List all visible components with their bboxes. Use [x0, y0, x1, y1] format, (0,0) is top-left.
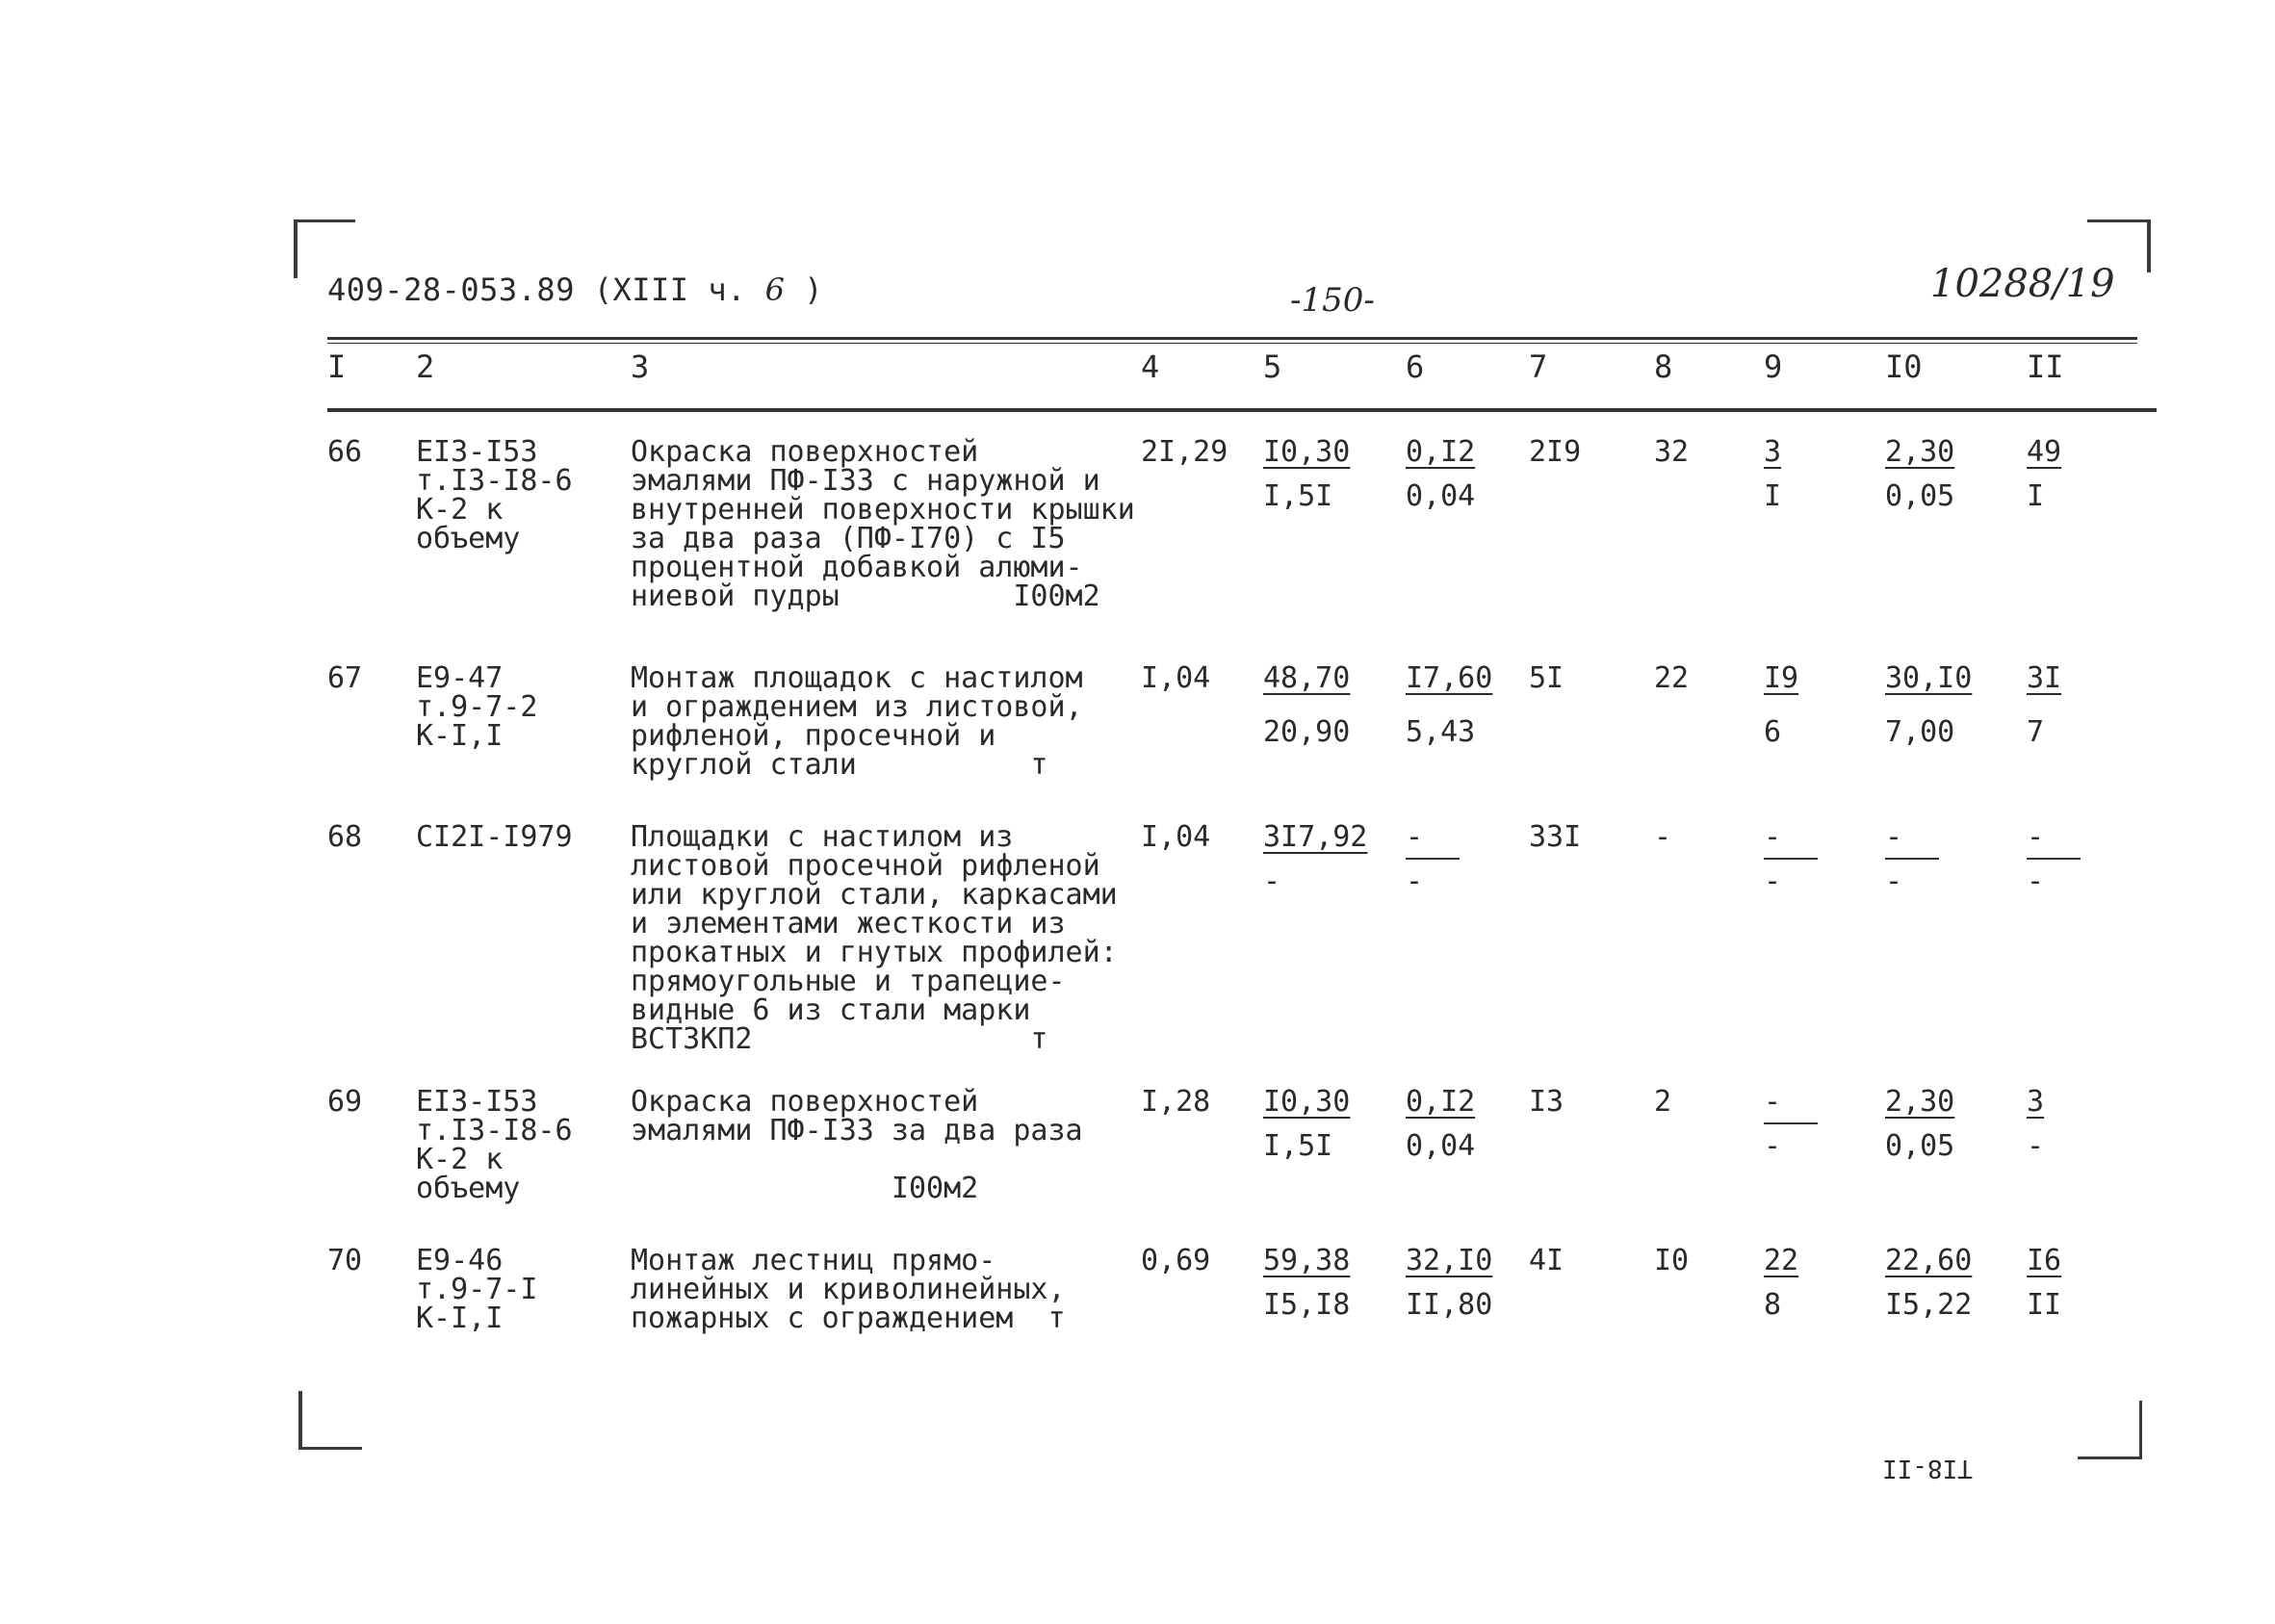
cell-c11-denominator: -	[2027, 864, 2045, 898]
work-description-line: прокатных и гнутых профилей:	[631, 936, 1118, 969]
estimate-code-line: объему	[416, 522, 521, 555]
cell-quantity: I,04	[1141, 661, 1211, 695]
column-header-8: 8	[1654, 348, 1673, 385]
corner-mark-bottom-left	[298, 1391, 362, 1450]
cell-c10-numerator: -	[1885, 820, 1903, 854]
work-description-line: листовой просечной рифленой	[631, 849, 1100, 883]
cell-c6-numerator: 32,I0	[1406, 1244, 1493, 1277]
column-header-10: I0	[1885, 348, 1923, 385]
cell-quantity: 2I,29	[1141, 435, 1228, 469]
work-description-line: и ограждением из листовой,	[631, 690, 1083, 724]
cell-c9-numerator: -	[1764, 1085, 1782, 1119]
cell-c10-denominator: -	[1885, 864, 1903, 898]
cell-c6-denominator: 0,04	[1406, 479, 1476, 513]
cell-quantity: 0,69	[1141, 1244, 1211, 1277]
row-number: 67	[327, 661, 363, 695]
work-description-line: эмалями ПФ-I33 с наружной и	[631, 464, 1100, 498]
cell-quantity: I,28	[1141, 1085, 1211, 1119]
work-description-line: линейных и криволинейных,	[631, 1273, 1066, 1306]
cell-c10-numerator: 2,30	[1885, 435, 1955, 469]
cell-c10-denominator: 0,05	[1885, 479, 1955, 513]
cell-c6-denominator: 0,04	[1406, 1129, 1476, 1163]
cell-c11-numerator: 49	[2027, 435, 2062, 469]
dash-underline	[1406, 858, 1460, 860]
cell-col8: 2	[1654, 1085, 1672, 1119]
column-header-11: II	[2027, 348, 2064, 385]
work-description-line: Окраска поверхностей	[631, 1085, 979, 1119]
work-description-line: I00м2	[631, 1172, 979, 1205]
cell-c5-denominator: I,5I	[1263, 479, 1333, 513]
cell-col7: 33I	[1529, 820, 1582, 854]
cell-col8: 32	[1654, 435, 1690, 469]
cell-c11-denominator: 7	[2027, 715, 2045, 749]
estimate-code-line: т.I3-I8-6	[416, 1114, 573, 1147]
header-bottom-rule	[327, 408, 2157, 412]
cell-col7: 5I	[1529, 661, 1564, 695]
work-description-line: процентной добавкой алюми-	[631, 551, 1083, 584]
cell-c5-numerator: I0,30	[1263, 435, 1351, 469]
cell-c6-denominator: II,80	[1406, 1288, 1493, 1322]
column-header-1: I	[327, 348, 347, 385]
work-description-line: или круглой стали, каркасами	[631, 878, 1118, 912]
estimate-code-line: К-I,I	[416, 719, 504, 753]
cell-c9-numerator: 3	[1764, 435, 1782, 469]
work-description-line: прямоугольные и трапецие-	[631, 965, 1066, 998]
cell-c6-numerator: 0,I2	[1406, 1085, 1476, 1119]
column-header-2: 2	[416, 348, 435, 385]
cell-quantity: I,04	[1141, 820, 1211, 854]
work-description-line: ниевой пудры I00м2	[631, 580, 1100, 613]
document-code: 409-28-053.89 (XIII ч. 6 )	[327, 271, 823, 308]
cell-c5-denominator: I5,I8	[1263, 1288, 1351, 1322]
cell-c10-numerator: 22,60	[1885, 1244, 1973, 1277]
cell-c10-denominator: I5,22	[1885, 1288, 1973, 1322]
part-number-handwritten: 6	[764, 271, 786, 308]
cell-c5-numerator: I0,30	[1263, 1085, 1351, 1119]
footer-code: TI8-II	[1882, 1454, 1973, 1482]
cell-c11-numerator: 3I	[2027, 661, 2062, 695]
estimate-code-line: EI3-I53	[416, 435, 538, 469]
work-description-line: пожарных с ограждением т	[631, 1302, 1066, 1335]
work-description-line: Площадки с настилом из	[631, 820, 1014, 854]
row-number: 68	[327, 820, 363, 854]
cell-c9-denominator: 8	[1764, 1288, 1782, 1322]
cell-c6-denominator: 5,43	[1406, 715, 1476, 749]
cell-c9-denominator: -	[1764, 864, 1782, 898]
cell-c10-denominator: 7,00	[1885, 715, 1955, 749]
column-header-5: 5	[1263, 348, 1282, 385]
cell-c9-numerator: -	[1764, 820, 1782, 854]
column-header-4: 4	[1141, 348, 1160, 385]
dash-underline	[1885, 858, 1939, 860]
estimate-code-line: К-2 к	[416, 493, 504, 527]
cell-c6-numerator: -	[1406, 820, 1424, 854]
cell-c9-denominator: I	[1764, 479, 1782, 513]
cell-col7: 2I9	[1529, 435, 1582, 469]
cell-c9-denominator: 6	[1764, 715, 1782, 749]
dash-underline	[1764, 1122, 1818, 1124]
work-description-line: Окраска поверхностей	[631, 435, 979, 469]
column-header-9: 9	[1764, 348, 1783, 385]
cell-c5-denominator: I,5I	[1263, 1129, 1333, 1163]
estimate-code-line: E9-46	[416, 1244, 504, 1277]
cell-c11-denominator: II	[2027, 1288, 2062, 1322]
cell-c5-numerator: 48,70	[1263, 661, 1351, 695]
page-number: -150-	[1290, 281, 1375, 320]
document-number-handwritten: 10288/19	[1930, 262, 2115, 306]
cell-c11-denominator: -	[2027, 1129, 2045, 1163]
cell-c9-denominator: -	[1764, 1129, 1782, 1163]
cell-c5-numerator: 3I7,92	[1263, 820, 1368, 854]
estimate-code-line: т.I3-I8-6	[416, 464, 573, 498]
cell-c5-numerator: 59,38	[1263, 1244, 1351, 1277]
work-description-line: рифленой, просечной и	[631, 719, 996, 753]
cell-c5-denominator: -	[1263, 864, 1281, 898]
corner-mark-bottom-right	[2078, 1401, 2142, 1459]
table-top-rule-thin	[327, 343, 2137, 344]
row-number: 66	[327, 435, 363, 469]
work-description-line: эмалями ПФ-I33 за два раза	[631, 1114, 1083, 1147]
work-description-line: Монтаж лестниц прямо-	[631, 1244, 996, 1277]
cell-col8: I0	[1654, 1244, 1690, 1277]
cell-c10-numerator: 2,30	[1885, 1085, 1955, 1119]
cell-c6-numerator: 0,I2	[1406, 435, 1476, 469]
work-description-line: и элементами жесткости из	[631, 907, 1066, 941]
estimate-code-line: CI2I-I979	[416, 820, 573, 854]
estimate-code-line: E9-47	[416, 661, 504, 695]
cell-col8: 22	[1654, 661, 1690, 695]
cell-c9-numerator: 22	[1764, 1244, 1799, 1277]
cell-c11-numerator: 3	[2027, 1085, 2045, 1119]
work-description-line: ВСТ3КП2 т	[631, 1022, 1048, 1056]
cell-c9-numerator: I9	[1764, 661, 1799, 695]
cell-c6-denominator: -	[1406, 864, 1424, 898]
work-description-line: внутренней поверхности крышки	[631, 493, 1135, 527]
dash-underline	[2027, 858, 2081, 860]
cell-c10-numerator: 30,I0	[1885, 661, 1973, 695]
cell-col7: I3	[1529, 1085, 1564, 1119]
column-header-7: 7	[1529, 348, 1548, 385]
estimate-code-line: К-2 к	[416, 1143, 504, 1176]
cell-c5-denominator: 20,90	[1263, 715, 1351, 749]
corner-mark-top-left	[294, 219, 355, 278]
work-description-line: Монтаж площадок с настилом	[631, 661, 1083, 695]
cell-c11-denominator: I	[2027, 479, 2045, 513]
cell-col7: 4I	[1529, 1244, 1564, 1277]
column-header-6: 6	[1406, 348, 1425, 385]
estimate-code-line: объему	[416, 1172, 521, 1205]
estimate-code-line: т.9-7-2	[416, 690, 538, 724]
cell-c11-numerator: -	[2027, 820, 2045, 854]
estimate-code-line: К-I,I	[416, 1302, 504, 1335]
dash-underline	[1764, 858, 1818, 860]
estimate-code-line: EI3-I53	[416, 1085, 538, 1119]
work-description-line: за два раза (ПФ-I70) с I5	[631, 522, 1066, 555]
work-description-line: круглой стали т	[631, 748, 1048, 782]
column-header-3: 3	[631, 348, 650, 385]
cell-col8: -	[1654, 820, 1672, 854]
cell-c10-denominator: 0,05	[1885, 1129, 1955, 1163]
row-number: 69	[327, 1085, 363, 1119]
work-description-line: видные 6 из стали марки	[631, 993, 1031, 1027]
cell-c11-numerator: I6	[2027, 1244, 2062, 1277]
table-top-rule	[327, 337, 2137, 340]
cell-c6-numerator: I7,60	[1406, 661, 1493, 695]
row-number: 70	[327, 1244, 363, 1277]
estimate-code-line: т.9-7-I	[416, 1273, 538, 1306]
